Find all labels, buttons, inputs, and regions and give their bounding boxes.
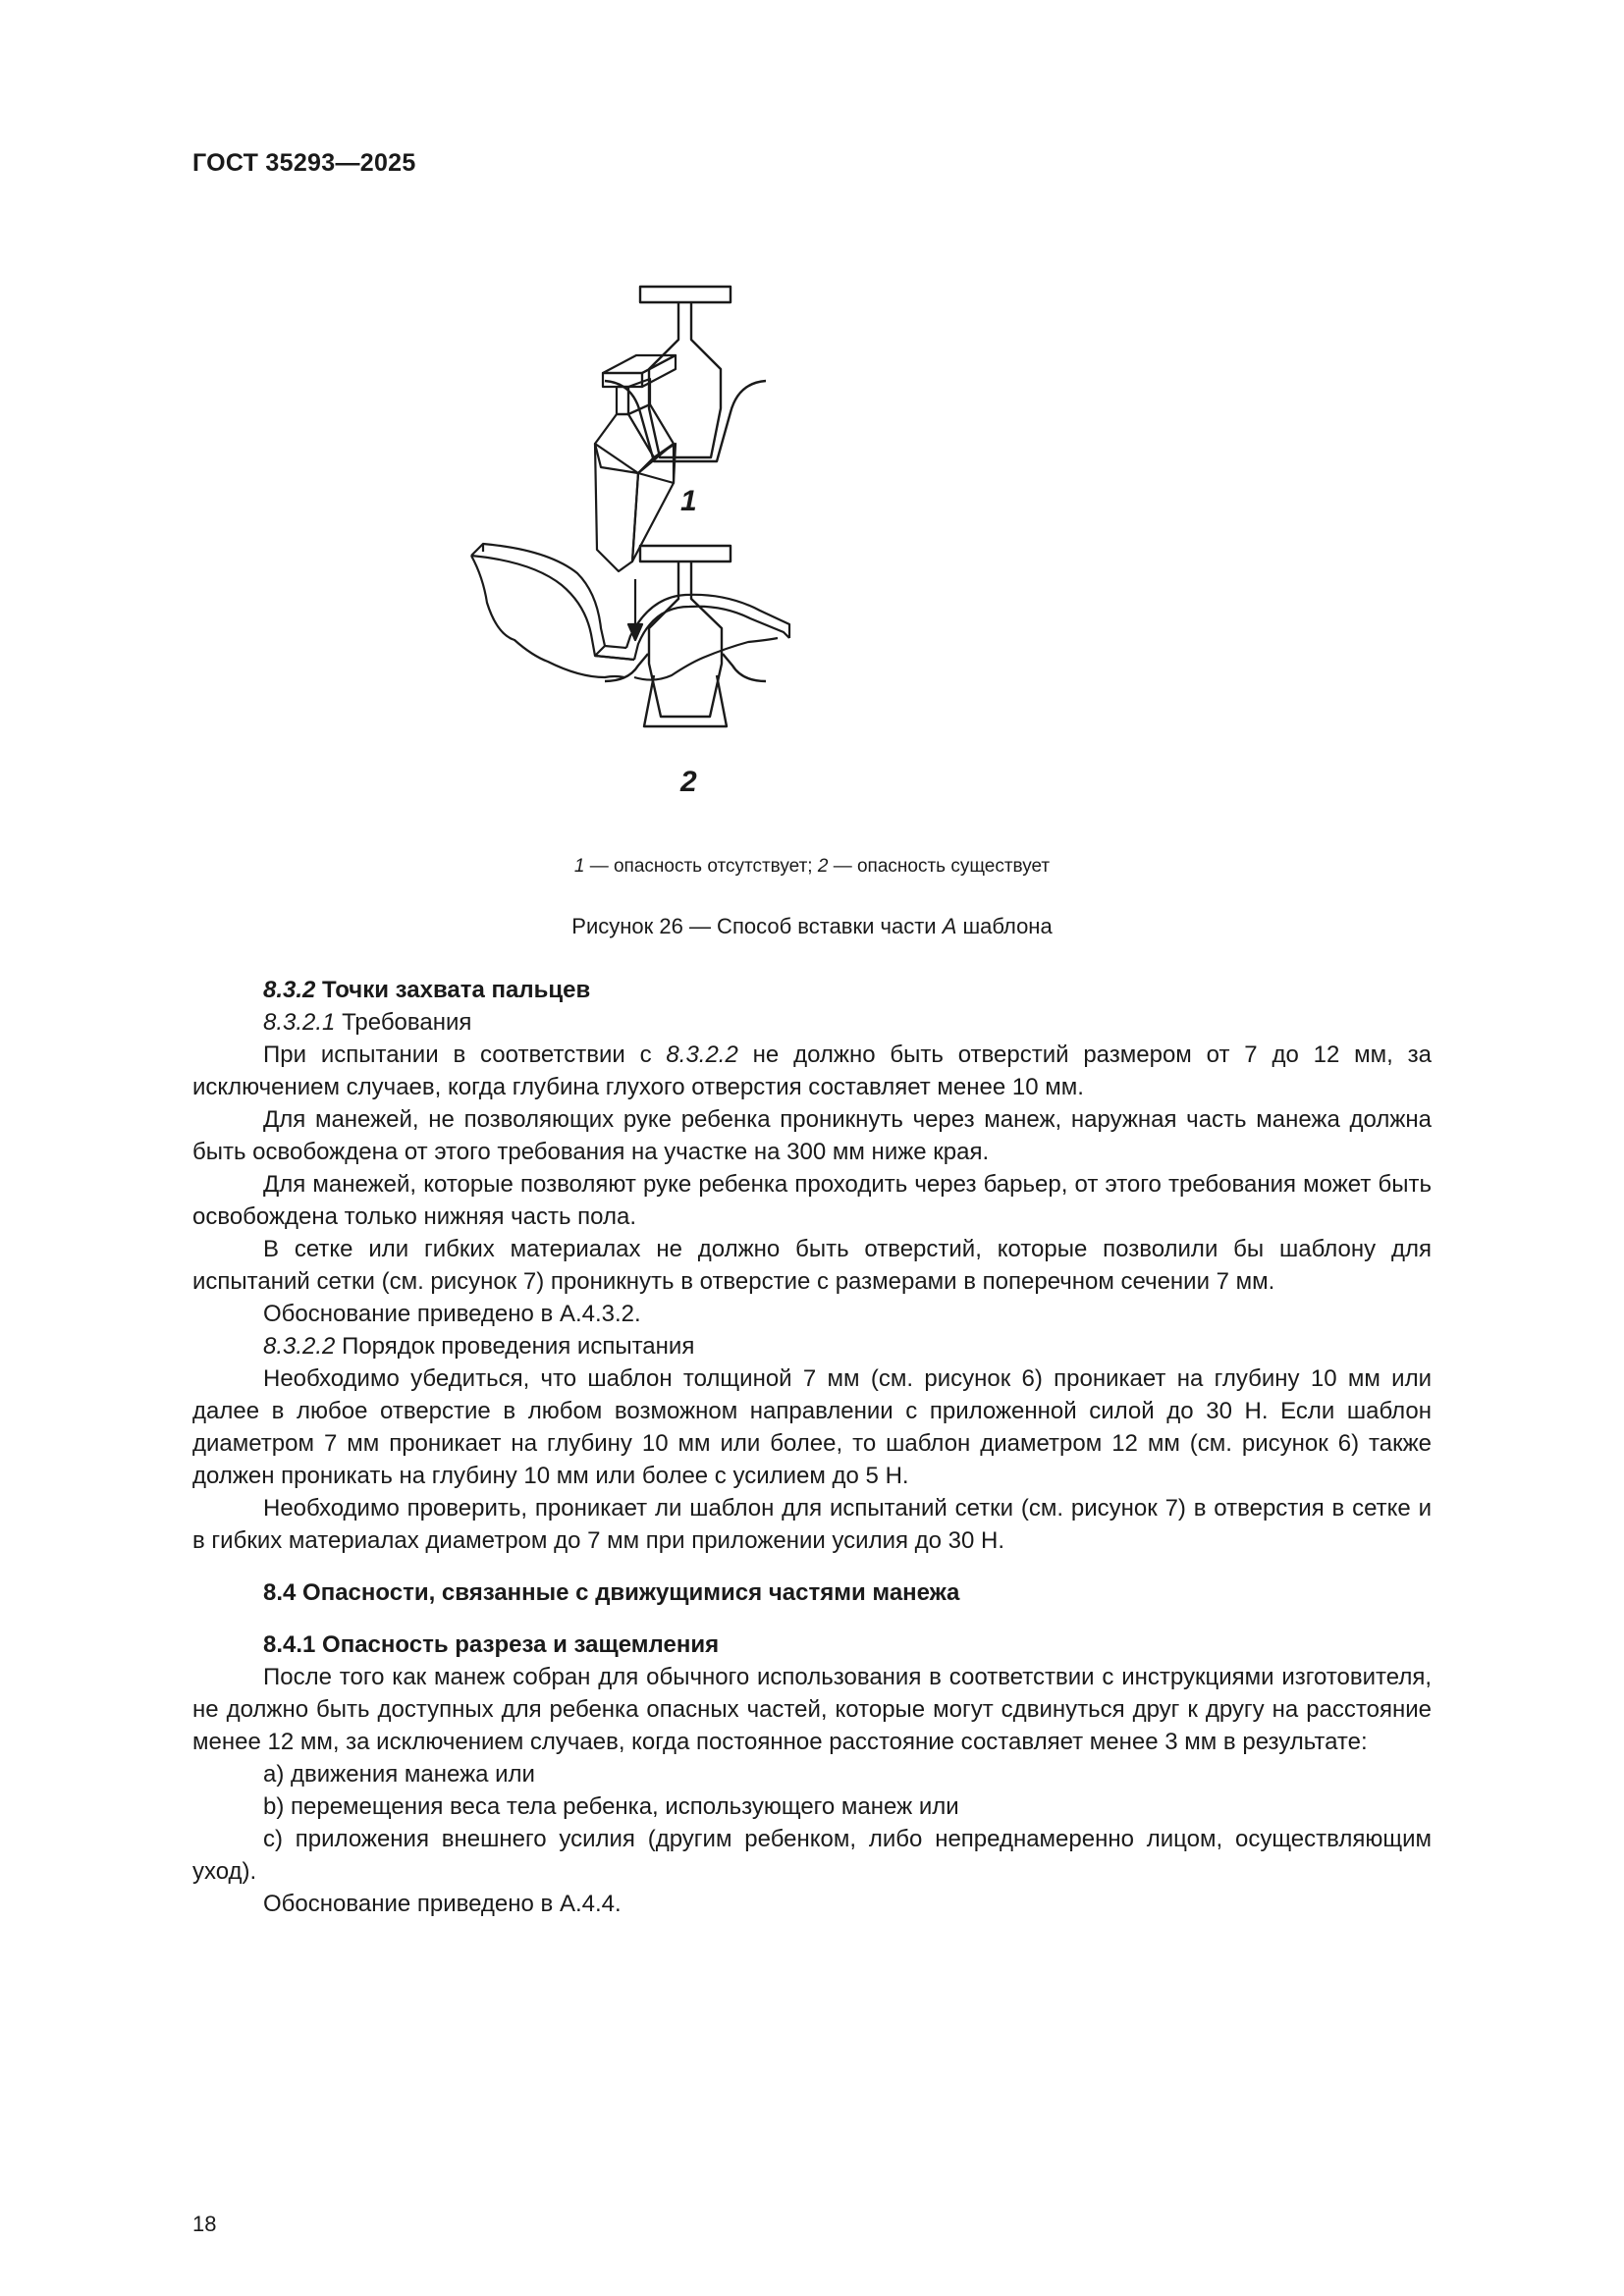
subsection-title: Порядок проведения испытания: [335, 1333, 695, 1360]
legend-item-2-number: 2: [817, 856, 829, 877]
subsection-number: 8.3.2.2: [263, 1333, 336, 1360]
subsection-8-3-2-1-heading: [192, 1006, 1432, 1039]
template-variant-2: [605, 546, 766, 726]
page-number: 18: [192, 2212, 217, 2236]
subsection-title: Требования: [335, 1009, 472, 1036]
caption-prefix: Рисунок 26 — Способ вставки части: [571, 914, 943, 938]
paragraph-text: не должно быть отверстий размером от 7 до 12 мм, за исключением случаев, когда глубина глухого отверстия составляет менее 10 мм.: [192, 1041, 1432, 1100]
section-8-3-2-heading: [192, 974, 1432, 1006]
paragraph: Необходимо убедиться, что шаблон толщиной 7 мм (см. рисунок 6) проникает на глубину 10 мм или далее в любое отверстие в любом возможном направлении с приложенной силой до 30 Н. Если шаблон диаметром 7 мм проникает на глубину 10 мм или более, то шаблон диаметром 12 мм (см. рисунок 6) также должен проникать на глубину 10 мм или более с усилием до 5 Н.: [192, 1365, 1432, 1489]
figure-26-sections: [432, 265, 1178, 815]
template-variant-1: [605, 287, 766, 461]
paragraph-reference: 8.3.2.2: [666, 1041, 738, 1068]
legend-item-1-number: 1: [573, 856, 585, 877]
standard-code-header: ГОСТ 35293—2025: [192, 149, 416, 177]
paragraph: Обоснование приведено в А.4.4.: [263, 1891, 622, 1917]
paragraph: Необходимо проверить, проникает ли шаблон для испытаний сетки (см. рисунок 7) в отверстия в сетке и в гибких материалах диаметром до 7 мм при приложении усилия до 30 Н.: [192, 1495, 1432, 1554]
paragraph-text: При испытании в соответствии с: [263, 1041, 667, 1068]
section-8-4-1-heading: 8.4.1 Опасность разреза и защемления: [263, 1631, 720, 1658]
legend-item-1-text: — опасность отсутствует;: [584, 856, 818, 877]
section-number: 8.3.2: [263, 977, 316, 1003]
figure-label-1: 1: [680, 485, 697, 517]
paragraph: Для манежей, которые позволяют руке ребенка проходить через барьер, от этого требования может быть освобождена только нижняя часть пола.: [192, 1171, 1432, 1230]
paragraph: Обоснование приведено в А.4.3.2.: [263, 1301, 641, 1327]
section-title: Точки захвата пальцев: [315, 977, 591, 1003]
figure-legend: [0, 856, 1624, 878]
list-item: b) перемещения веса тела ребенка, использующего манеж или: [263, 1793, 959, 1820]
body-text: [192, 974, 1432, 1920]
figure-26: [432, 265, 1178, 815]
figure-caption: [0, 914, 1624, 939]
list-item: a) движения манежа или: [263, 1761, 535, 1788]
section-8-4-heading: 8.4 Опасности, связанные с движущимися частями манежа: [263, 1579, 960, 1606]
paragraph: В сетке или гибких материалах не должно быть отверстий, которые позволили бы шаблону для испытаний сетки (см. рисунок 7) проникнуть в отверстие с размерами в поперечном сечении 7 мм.: [192, 1236, 1432, 1295]
paragraph: После того как манеж собран для обычного использования в соответствии с инструкциями изготовителя, не должно быть доступных для ребенка опасных частей, которые могут сдвинуться друг к другу на расстояние менее 12 мм, за исключением случаев, когда постоянное расстояние составляет менее 3 мм в результате:: [192, 1664, 1432, 1755]
caption-suffix: шаблона: [956, 914, 1053, 938]
figure-label-2: 2: [680, 766, 697, 798]
paragraph: Для манежей, не позволяющих руке ребенка проникнуть через манеж, наружная часть манежа должна быть освобождена от этого требования на участке на 300 мм ниже края.: [192, 1106, 1432, 1165]
legend-item-2-text: — опасность существует: [828, 856, 1051, 877]
caption-italic-part: A: [942, 914, 957, 938]
subsection-number: 8.3.2.1: [263, 1009, 336, 1036]
paragraph: [192, 1039, 1432, 1103]
list-item: c) приложения внешнего усилия (другим ребенком, либо непреднамеренно лицом, осуществляющим уход).: [192, 1826, 1432, 1885]
subsection-8-3-2-2-heading: [192, 1330, 1432, 1362]
